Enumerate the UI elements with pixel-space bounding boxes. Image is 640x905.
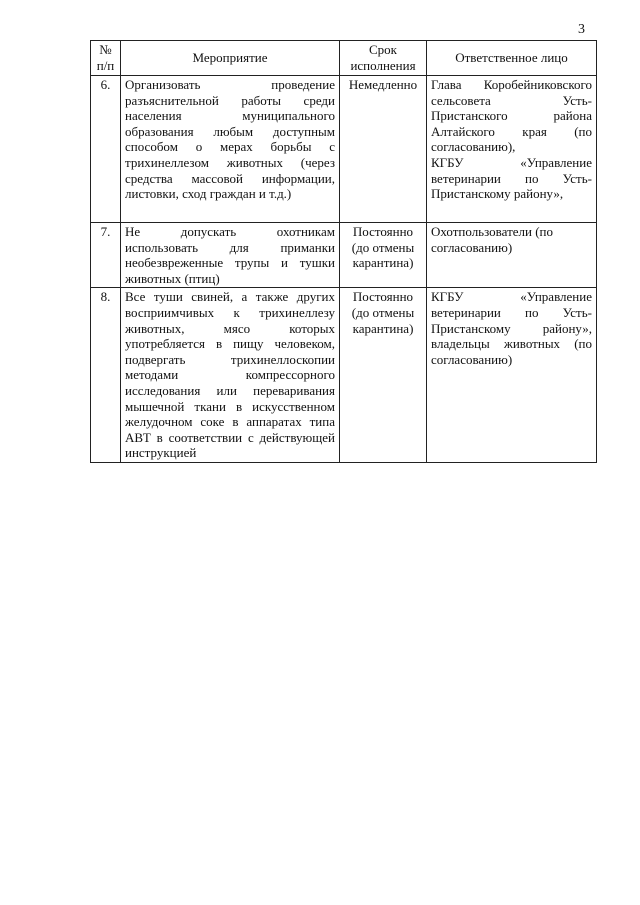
- row-responsible: Охотпользователи (по согласованию): [427, 223, 597, 288]
- row-responsible: КГБУ «Управление ветеринарии по Усть-Пристанскому району», владельцы животных (по согласованию): [427, 288, 597, 463]
- table-row: [91, 76, 597, 223]
- row-term: Постоянно (до отмены карантина): [340, 288, 427, 463]
- row-number: 7.: [91, 223, 121, 288]
- header-term: Срок исполнения: [340, 41, 427, 76]
- table-row: [91, 288, 597, 463]
- header-responsible: Ответственное лицо: [427, 41, 597, 76]
- row-number: 6.: [91, 76, 121, 223]
- table-header-row: [91, 41, 597, 76]
- row-number: 8.: [91, 288, 121, 463]
- row-term: Постоянно (до отмены карантина): [340, 223, 427, 288]
- activities-table: [90, 40, 597, 463]
- page-number: 3: [578, 22, 585, 37]
- header-number: № п/п: [91, 41, 121, 76]
- row-term: Немедленно: [340, 76, 427, 223]
- table-row: [91, 223, 597, 288]
- row-activity: Все туши свиней, а также других восприимчивых к трихинеллезу животных, мясо которых употребляется в пищу человеком, подвергать трихинеллоскопии методами компрессорного исследования или переваривания мышечной ткани в искусственном желудочном соке в аппаратах типа АВТ в соответствии с действующей инструкцией: [121, 288, 340, 463]
- row-activity: Организовать проведение разъяснительной работы среди населения муниципального образования любым доступным способом о мерах борьбы с трихинеллезом животных (через средства массовой информации, листовки, сход граждан и т.д.): [121, 76, 340, 223]
- row-responsible: Глава Коробейниковского сельсовета Усть-Пристанского района Алтайского края (по согласованию), КГБУ «Управление ветеринарии по Усть-Пристанскому району»,: [427, 76, 597, 223]
- header-activity: Мероприятие: [121, 41, 340, 76]
- row-activity: Не допускать охотникам использовать для приманки необезвреженные трупы и тушки животных (птиц): [121, 223, 340, 288]
